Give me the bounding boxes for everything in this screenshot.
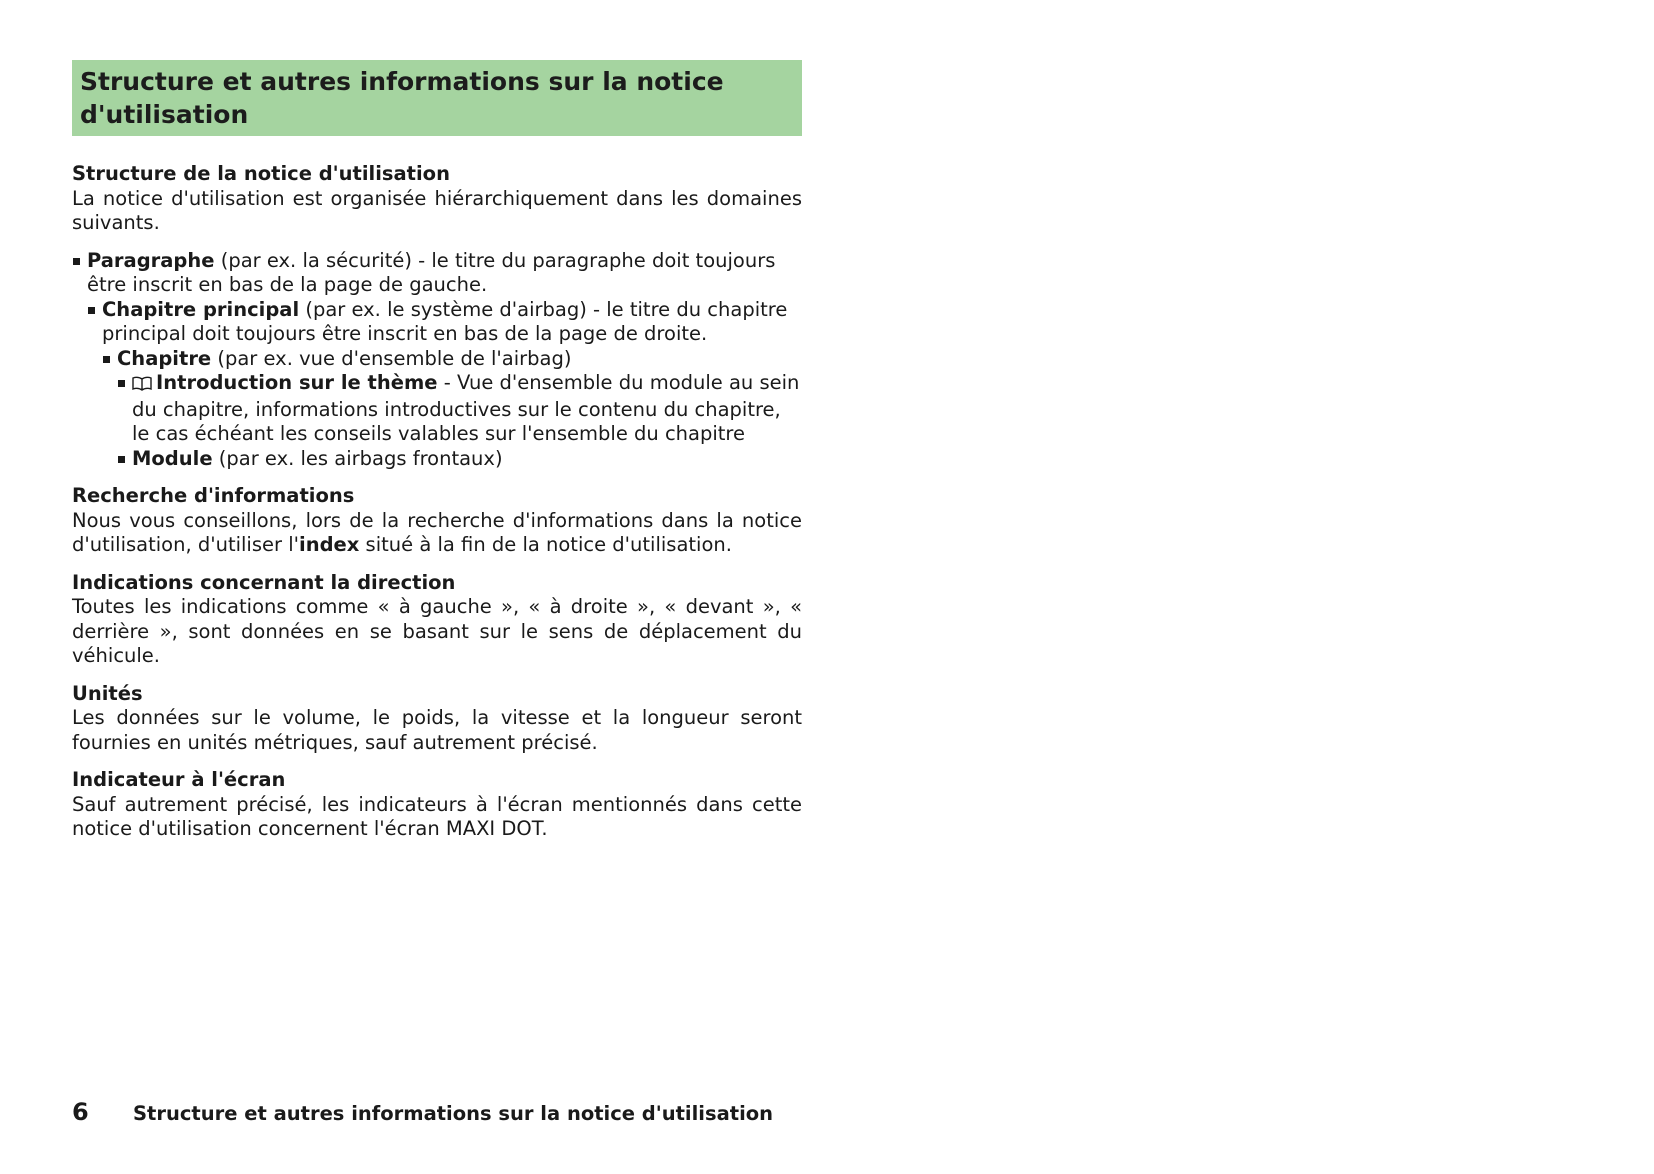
list-item-text: (par ex. les airbags frontaux) xyxy=(212,446,503,470)
section-recherche xyxy=(72,484,802,558)
list-item-text: - Vue d'ensemble du module au sein du chapitre, informations introductives sur le contenu du chapitre, le cas échéant les conseils valables sur l'ensemble du chapitre xyxy=(132,371,800,445)
list-item-term: Chapitre principal xyxy=(102,297,300,321)
section-structure xyxy=(72,162,802,236)
page-number: 6 xyxy=(72,1098,89,1126)
list-item xyxy=(117,371,802,447)
section-direction xyxy=(72,571,802,669)
section-text: La notice d'utilisation est organisée hiérarchiquement dans les domaines suivants. xyxy=(72,186,802,234)
list-item xyxy=(87,298,802,347)
list-item-text: (par ex. le système d'airbag) - le titre du chapitre principal doit toujours être inscrit en bas de la page de droite. xyxy=(102,297,788,345)
list-item-term: Introduction sur le thème xyxy=(156,371,438,394)
section-heading: Indications concernant la direction xyxy=(72,570,456,594)
running-title: Structure et autres informations sur la notice d'utilisation xyxy=(133,1102,774,1125)
section-unites xyxy=(72,682,802,756)
section-heading: Recherche d'informations xyxy=(72,484,355,507)
index-term: index xyxy=(299,533,360,556)
list-item-term: Paragraphe xyxy=(87,248,215,272)
content-body xyxy=(72,162,802,842)
section-heading: Unités xyxy=(72,681,143,705)
list-item-term: Chapitre xyxy=(117,346,212,370)
list-item-term: Module xyxy=(132,446,213,470)
list-item xyxy=(117,447,802,472)
page-title: Structure et autres informations sur la notice d'utilisation xyxy=(72,60,802,136)
page-content xyxy=(72,60,802,855)
text-part: situé à la fin de la notice d'utilisation. xyxy=(359,533,732,556)
page-footer xyxy=(72,1098,773,1126)
open-book-icon xyxy=(132,373,152,398)
section-text: Toutes les indications comme « à gauche », « à droite », « devant », « derrière », sont données en se basant sur le sens de déplacement du véhicule. xyxy=(72,595,802,667)
list-item-text: (par ex. vue d'ensemble de l'airbag) xyxy=(211,346,572,370)
section-text: Les données sur le volume, le poids, la vitesse et la longueur seront fournies en unités métriques, sauf autrement précisé. xyxy=(72,706,802,754)
list-item xyxy=(102,347,802,372)
section-text: Sauf autrement précisé, les indicateurs à l'écran mentionnés dans cette notice d'utilisation concernent l'écran MAXI DOT. xyxy=(72,792,802,840)
section-heading: Structure de la notice d'utilisation xyxy=(72,162,450,185)
list-item xyxy=(72,249,802,298)
list-item-text: (par ex. la sécurité) - le titre du paragraphe doit toujours être inscrit en bas de la page de gauche. xyxy=(87,248,776,296)
section-heading: Indicateur à l'écran xyxy=(72,768,286,791)
hierarchy-list xyxy=(72,249,802,472)
section-indicateur xyxy=(72,768,802,842)
section-text xyxy=(72,509,802,558)
text-part: Nous vous conseillons, lors de la recherche d'informations dans la notice d'utilisation, d'utiliser l' xyxy=(72,508,802,556)
